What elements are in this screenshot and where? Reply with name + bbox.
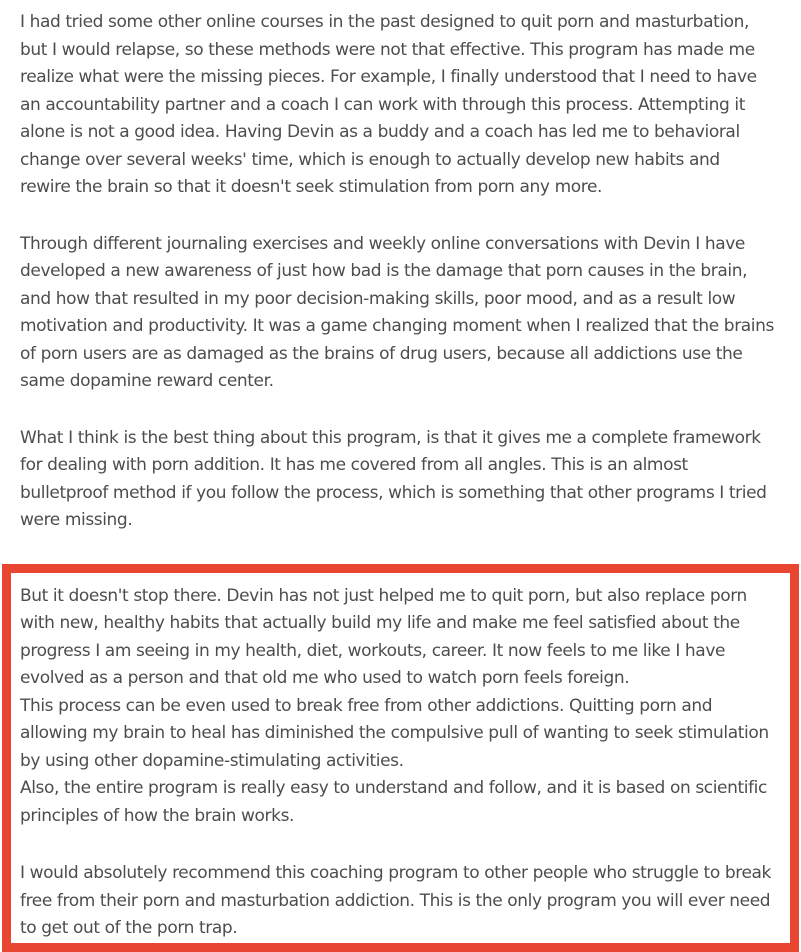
highlighted-paragraph-2: This process can be even used to break free from other addictions. Quitting porn and allowing my brain to heal has diminished the compulsive pull of wanting to seek stimulation by using other dopamine-stimulating activities. (20, 695, 769, 771)
highlighted-paragraph-3: Also, the entire program is really easy to understand and follow, and it is based on scientific principles of how the brain works. (20, 778, 767, 826)
testimonial-paragraph-3: What I think is the best thing about this program, is that it gives me a complete framework for dealing with porn addition. It has me covered from all angles. This is an almost bulletproof method if you follow the process, which is something that other programs I tried were missing. (20, 427, 767, 530)
red-highlight-annotation-box (2, 564, 799, 952)
highlighted-paragraph-1: But it doesn't stop there. Devin has not just helped me to quit porn, but also replace porn with new, healthy habits that actually build my life and make me feel satisfied about the progress I am seeing in my health, diet, workouts, career. It now feels to me like I have evolved as a person and that old me who used to watch porn feels foreign. (20, 585, 747, 688)
testimonial-paragraph-2: Through different journaling exercises and weekly online conversations with Devin I have developed a new awareness of just how bad is the damage that porn causes in the brain, and how that resulted in my poor decision-making skills, poor mood, and as a result low motivation and productivity. It was a game changing moment when I realized that the brains of porn users are as damaged as the brains of drug users, because all addictions use the same dopamine reward center. (20, 233, 774, 391)
testimonial-paragraph-1: I had tried some other online courses in the past designed to quit porn and masturbation, but I would relapse, so these methods were not that effective. This program has made me realize what were the missing pieces. For example, I finally understood that I need to have an accountability partner and a coach I can work with through this process. Attempting it alone is not a good idea. Having Devin as a buddy and a coach has led me to behavioral change over several weeks' time, which is enough to actually develop new habits and rewire the brain so that it doesn't seek stimulation from porn any more. (20, 12, 757, 197)
highlighted-paragraph-4: I would absolutely recommend this coaching program to other people who struggle to break free from their porn and masturbation addiction. This is the only program you will ever need to get out of the porn trap. (20, 863, 771, 938)
